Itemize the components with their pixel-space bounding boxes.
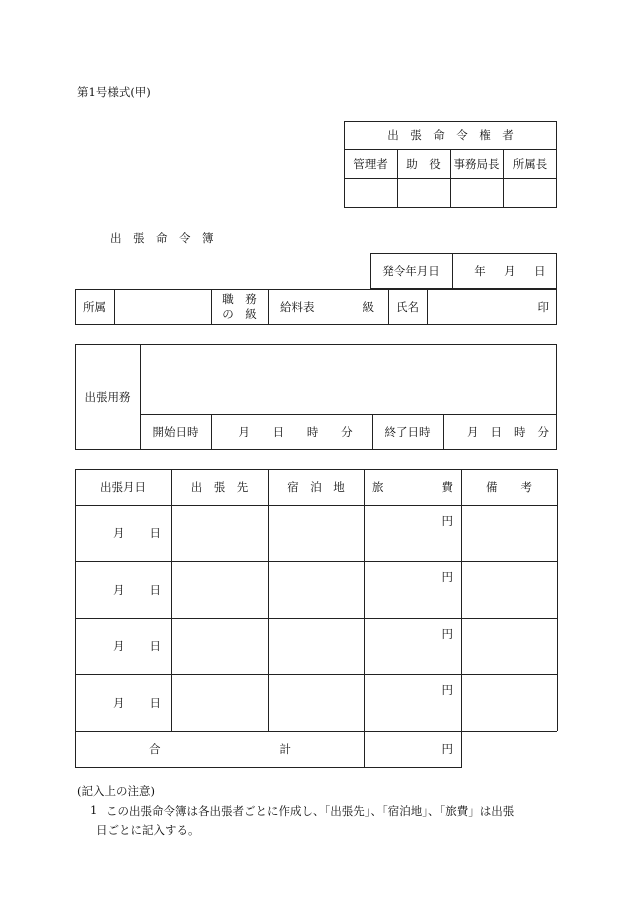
table-row-expense[interactable] [364, 561, 461, 618]
name-field[interactable] [427, 289, 557, 325]
month-unit: 月 [113, 639, 125, 653]
month-unit: 月 [113, 582, 125, 597]
table-row-lodging[interactable] [268, 505, 364, 561]
table-row-destination[interactable] [171, 505, 268, 561]
table-row-expense[interactable] [364, 674, 461, 731]
authority-col-deputy: 助 役 [406, 156, 441, 171]
table-row-remarks[interactable] [461, 618, 557, 674]
header-trip-date: 出張月日 [100, 480, 146, 494]
start-minute-unit: 分 [341, 425, 353, 439]
notes-heading: (記入上の注意) [77, 784, 155, 798]
issue-date-label: 発令年月日 [382, 264, 440, 278]
table-row-lodging[interactable] [268, 618, 364, 674]
table-row-date[interactable] [75, 561, 171, 618]
table-row-remarks[interactable] [461, 561, 557, 618]
seal-mark: 印 [537, 300, 549, 314]
header-destination: 出 張 先 [190, 480, 249, 494]
yen-unit: 円 [441, 683, 453, 697]
table-row-destination[interactable] [171, 618, 268, 674]
grade-label: 級 [362, 300, 374, 314]
authority-seal-box[interactable] [503, 178, 557, 208]
purpose-label: 出張用務 [84, 390, 131, 404]
month-unit: 月 [113, 695, 125, 710]
end-datetime-label: 終了日時 [384, 425, 431, 439]
header-travel-expense-2: 費 [441, 480, 453, 494]
note-item-number: 1 [90, 803, 98, 817]
day-unit: 日 [149, 695, 161, 710]
table-row-remarks[interactable] [461, 505, 557, 561]
start-datetime-label: 開始日時 [152, 425, 199, 439]
start-month-unit: 月 [238, 425, 250, 439]
table-row-expense[interactable] [364, 505, 461, 561]
header-travel-expense-1: 旅 [372, 480, 384, 494]
authority-seal-box[interactable] [397, 178, 450, 208]
day-unit: 日 [149, 639, 161, 653]
table-row-lodging[interactable] [268, 561, 364, 618]
salary-table-label: 給料表 [280, 300, 315, 314]
end-minute-unit: 分 [537, 425, 549, 439]
document-title: 出 張 命 令 簿 [110, 231, 214, 245]
start-datetime-field[interactable] [211, 414, 372, 450]
start-day-unit: 日 [272, 425, 285, 439]
day-unit: 日 [149, 526, 161, 540]
rank-label-line2: の 級 [222, 307, 257, 321]
end-month-unit: 月 [467, 425, 479, 439]
table-row-remarks[interactable] [461, 674, 557, 731]
note-item-line1: この出張命令簿は各出張者ごとに作成し、「出張先」、「宿泊地」、「旅費」は出張 [106, 804, 515, 818]
month-unit: 月 [113, 526, 125, 540]
affiliation-field[interactable] [114, 289, 211, 325]
authority-seal-box[interactable] [450, 178, 503, 208]
header-remarks: 備 考 [486, 480, 532, 494]
total-label [75, 731, 364, 767]
total-label-left: 合 [149, 742, 161, 756]
end-datetime-field[interactable] [443, 414, 557, 450]
table-row-expense[interactable] [364, 618, 461, 674]
table-row-destination[interactable] [171, 674, 268, 731]
rank-label [211, 289, 268, 325]
salary-grade-field[interactable] [268, 289, 388, 325]
yen-unit: 円 [441, 514, 453, 528]
authority-seal-box[interactable] [344, 178, 397, 208]
header-travel-expense [364, 469, 461, 505]
authority-title: 出 張 命 令 権 者 [387, 128, 514, 142]
yen-unit: 円 [441, 627, 453, 641]
table-row-date[interactable] [75, 618, 171, 674]
total-label-right: 計 [279, 742, 291, 756]
table-row-date[interactable] [75, 505, 171, 561]
issue-date-field[interactable] [452, 253, 557, 289]
authority-col-manager: 管理者 [353, 156, 388, 171]
yen-unit: 円 [441, 570, 453, 584]
purpose-field[interactable] [140, 344, 557, 414]
affiliation-label: 所属 [83, 300, 106, 314]
table-row-destination[interactable] [171, 561, 268, 618]
rank-label-line1: 職 務 [222, 292, 257, 306]
name-label: 氏名 [396, 300, 419, 314]
start-hour-unit: 時 [306, 425, 319, 439]
total-yen-unit: 円 [441, 742, 453, 756]
total-expense-field[interactable] [364, 731, 461, 767]
end-day-unit: 日 [490, 425, 502, 439]
note-item-line2: 日ごとに記入する。 [96, 823, 200, 837]
authority-col-secretariat-head: 事務局長 [453, 156, 500, 171]
header-lodging: 宿 泊 地 [287, 480, 345, 494]
day-unit: 日 [149, 582, 161, 597]
authority-col-section-head: 所属長 [512, 156, 548, 171]
table-row-lodging[interactable] [268, 674, 364, 731]
end-hour-unit: 時 [514, 425, 526, 439]
table-row-date[interactable] [75, 674, 171, 731]
issue-date-value: 年 月 日 [474, 264, 549, 278]
form-label: 第1号様式(甲) [77, 85, 151, 99]
